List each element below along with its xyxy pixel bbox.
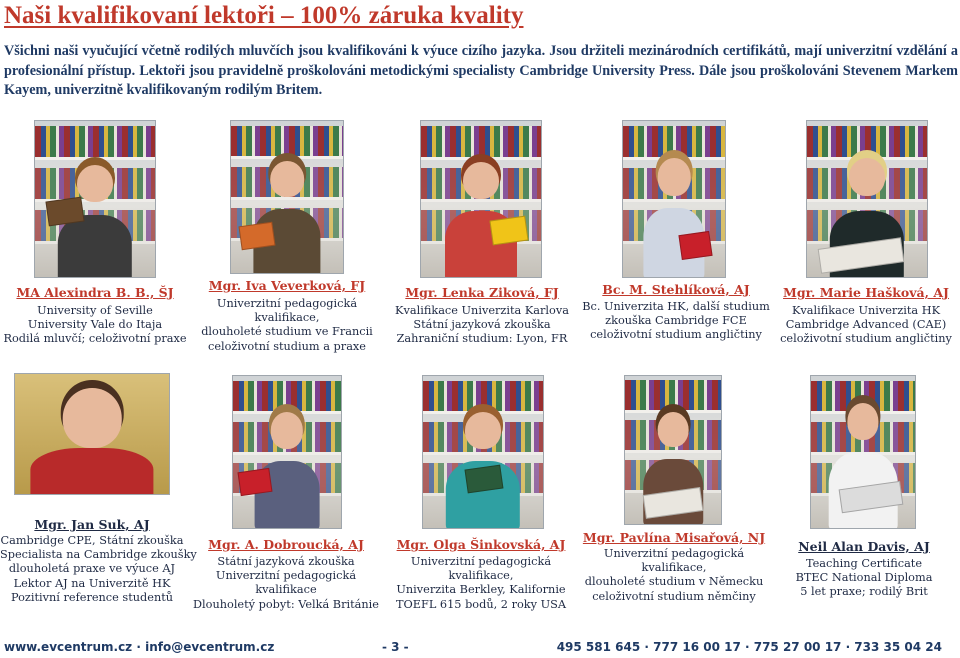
lecturer-photo: [422, 375, 544, 529]
lecturer-description: Státní jazyková zkouška Univerzitní pedagogická kvalifikace Dlouholetý pobyt: Velká Británie: [193, 555, 379, 611]
lecturer-card: [188, 373, 384, 613]
lecturer-description: Kvalifikace Univerzita HK Cambridge Advanced (CAE) celoživotní studium angličtiny: [780, 304, 952, 346]
lecturer-card: [578, 373, 770, 613]
lecturer-name: Mgr. Lenka Ziková, FJ: [405, 285, 559, 300]
lecturer-photo: [420, 120, 542, 278]
lecturer-card: [772, 118, 960, 348]
intro-paragraph: Všichni naši vyučující včetně rodilých mluvčích jsou kvalifikováni k výuce cizího jazyka. Jsou držiteli mezinárodních certifikátů, mají univerzitní vzdělání a profesionální přístup. Lektoři jsou pravidelně proškolováni metodickými specialisty Cambridge University Press. Dále jsou proškolováni Stevenem Markem Kayem, univerzitně kvalifikovaným rodilým Britem.: [4, 43, 958, 98]
lecturer-name: Mgr. Pavlína Misařová, NJ: [582, 530, 766, 545]
footer-page-number: - 3 -: [382, 640, 409, 654]
footer-phones: 495 581 645 · 777 16 00 17 · 775 27 00 17 · 733 35 04 24: [556, 640, 942, 654]
lecturer-photo: [810, 375, 916, 529]
lecturer-name: MA Alexindra B. B., ŠJ: [16, 285, 174, 300]
lecturer-description: Bc. Univerzita HK, další studium zkouška Cambridge FCE celoživotní studium angličtiny: [582, 300, 770, 342]
lecturer-description: Univerzitní pedagogická kvalifikace, dlouholeté studium ve Francii celoživotní studium a praxe: [201, 297, 373, 353]
lecturer-name: Neil Alan Davis, AJ: [798, 539, 930, 554]
lecturer-photo: [14, 373, 170, 495]
lecturer-card: [192, 118, 382, 358]
lecturer-name: Mgr. Olga Šinkovská, AJ: [396, 537, 566, 552]
lecturer-card: [578, 118, 774, 348]
page-footer: [0, 640, 960, 656]
lecturer-description: Cambridge CPE, Státní zkouška Specialista na Cambridge zkoušky dlouholetá praxe ve výuce AJ Lektor AJ na Univerzitě HK Pozitivní reference studentů: [0, 534, 197, 604]
lecturer-photo: [622, 120, 726, 278]
lecturer-name: Mgr. Marie Hašková, AJ: [783, 285, 949, 300]
lecturer-photo: [624, 375, 722, 525]
lecturer-card: [384, 373, 578, 613]
lecturer-description: Univerzitní pedagogická kvalifikace, dlouholeté studium v Německu celoživotní studium němčiny: [584, 547, 764, 603]
lecturer-card: [768, 373, 960, 613]
lecturer-photo: [34, 120, 156, 278]
lecturer-photo: [232, 375, 342, 529]
lecturer-name: Mgr. Iva Veverková, FJ: [208, 278, 366, 293]
lecturer-description: Kvalifikace Univerzita Karlova Státní jazyková zkouška Zahraniční studium: Lyon, FR: [395, 304, 569, 346]
lecturer-photo: [806, 120, 928, 278]
lecturer-description: University of Seville University Vale do Itaja Rodilá mluvčí; celoživotní praxe: [3, 304, 187, 346]
lecturer-card: [0, 118, 190, 348]
footer-contact: www.evcentrum.cz · info@evcentrum.cz: [4, 640, 275, 654]
lecturer-description: Teaching Certificate BTEC National Diploma 5 let praxe; rodilý Brit: [795, 557, 933, 599]
lecturer-photo: [230, 120, 344, 274]
page-title: Naši kvalifikovaní lektoři – 100% záruka kvality: [4, 2, 524, 29]
lecturer-name: Bc. M. Stehlíková, AJ: [602, 282, 750, 297]
lecturer-name: Mgr. A. Dobroucká, AJ: [208, 537, 364, 552]
lecturer-card: [0, 373, 197, 613]
lecturer-name: Mgr. Jan Suk, AJ: [34, 517, 150, 532]
lecturer-description: Univerzitní pedagogická kvalifikace, Univerzita Berkley, Kalifornie TOEFL 615 bodů, 2 roky USA: [395, 555, 567, 611]
lecturer-card: [384, 118, 580, 348]
